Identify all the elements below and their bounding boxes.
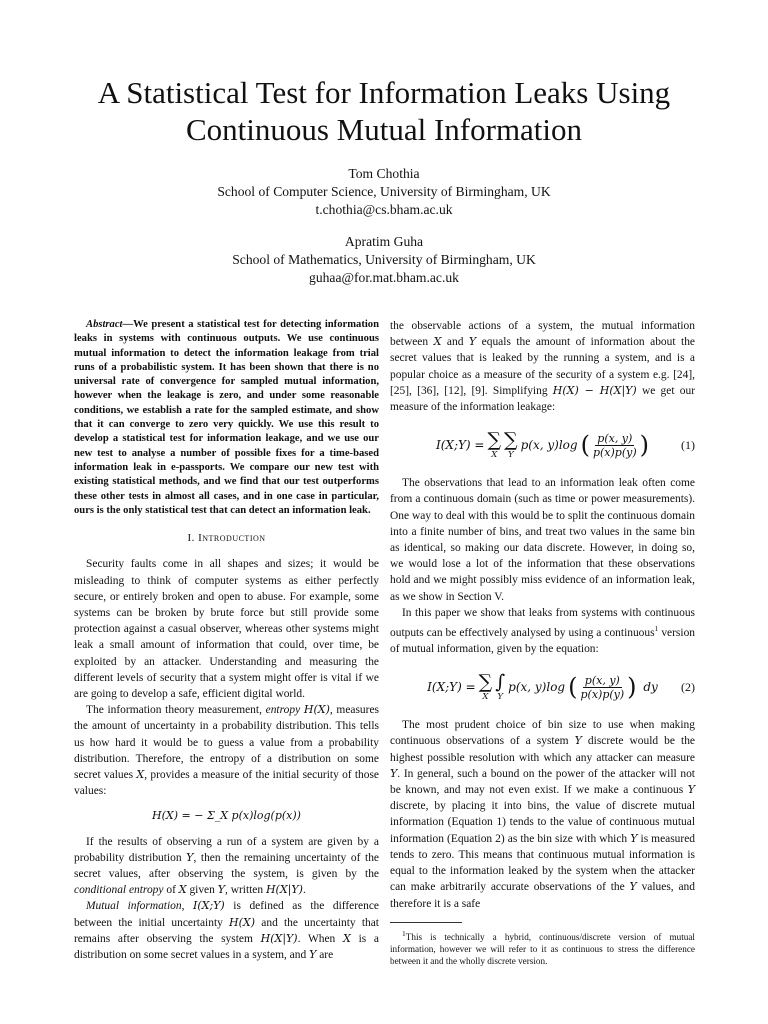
author-affiliation: School of Computer Science, University of Birmingham, UK: [217, 184, 551, 199]
author-email: guhaa@for.mat.bham.ac.uk: [309, 270, 459, 285]
author-name: Tom Chothia: [348, 166, 420, 181]
paper-title: [60, 74, 708, 148]
left-column: [74, 318, 379, 963]
intro-paragraph-1: Security faults come in all shapes and sizes; it would be misleading to think of computer systems as either perfectly secure, or entirely broken and open to abuse. For example, some systems can be broken by brute force but still provide some protection against a casual observer, whereas other systems might leak a small amount of information that could, over time, be exploited by an attacker. Understanding and measuring the different levels of security that a system might offer is vital if we are going to develop a safe, efficient digital world.: [74, 558, 379, 700]
right-paragraph-2: The observations that lead to an information leak often come from a continuous domain (such as time or power measurements). One way to deal with this would be to split the continuous domain into a finite number of bins, and treat two values in the same bin as identical, so making our data discrete. However, in doing so, we would lose a lot of the information that these observations hold and we might possibly miss evidence of an information leak, as we show in Section V.: [390, 477, 695, 603]
footnote-ref[interactable]: 1: [654, 624, 659, 634]
abstract-text: —We present a statistical test for detecting information leaks in systems with continuous outputs. We use continuous mutual information to detect the information leakage from trial runs of a probabilistic system. It has been shown that there is no universal rate of convergence for sampled mutual information, however when the leakage is zero, and under some reasonable conditions, we establish a rate for the sampled estimate, and show that it can converge to zero very quickly. We use this result to develop a statistical test for information leakage, and we use our new test to analyse a number of possible fixes for a time-based information leak in e-passports. We compare our new test with existing statistical methods, and we find that our test outperforms these other tests in almost all cases, and in one case in particular, ours is the only statistical test that can detect an information leak.: [74, 319, 379, 516]
right-paragraph-4: The most prudent choice of bin size to use when making continuous observations of a system Y discrete would be the highest possible resolution with which any attacker can measure Y. In general, such a bound on the power of the attacker will not be known, and may not even exist. If we make a continuous Y discrete, by placing it into bins, the value of discrete mutual information (Equation 1) tends to the value of continuous mutual information (Equation 2) as the bin size with which Y is measured tends to zero. This means that continuous mutual information is equal to the information leaked by the system when the attacker can make arbitrarily accurate observations of the Y values, and therefore it is a safe: [390, 719, 696, 910]
right-paragraph-3: In this paper we show that leaks from systems with continuous outputs can be effectively analysed by using a continuous$^1$ version of mutual information, given by the equation:: [390, 606, 696, 656]
equation-number: (1): [681, 438, 695, 453]
title-line-1: A Statistical Test for Information Leaks Using: [97, 75, 671, 110]
author-affiliation: School of Mathematics, University of Birmingham, UK: [232, 252, 536, 267]
entropy-equation: H(X) = − Σ_X p(x)log(p(x)): [152, 809, 301, 823]
intro-paragraph-3: If the results of observing a run of a system are given by a probability distribution Y, then the remaining uncertainty of the secret values, after observing the system, is given by the conditional entropy of X given Y, written H(X|Y).: [74, 835, 379, 897]
footnote-rule: [390, 922, 462, 923]
right-column: [390, 318, 695, 967]
author-block-2: [60, 233, 708, 287]
intro-paragraph-2: The information theory measurement, entropy H(X), measures the amount of uncertainty in a probability distribution. This tells us how hard it would be to guess a value from a probability distribution. Therefore, the entropy of a distribution on some secret values X, provides a measure of the initial security of those values:: [74, 703, 379, 798]
right-paragraph-1: the observable actions of a system, the mutual information between X and Y equals the amount of information about the secret values that is leaked by the running a system, and is a popular choice as a measure of the security of a system e.g. [24], [25], [36], [12], [9]. Simplifying H(X) − H(X|Y) we get our measure of the information leakage:: [390, 320, 695, 414]
author-name: Apratim Guha: [344, 234, 424, 249]
author-block-1: [60, 165, 708, 219]
title-line-2: Continuous Mutual Information: [185, 112, 583, 147]
equation-1: I(X;Y) = ∑ X ∑ Y p(x, y)log ( $\frac{p(x, y)}{p(x)p(y)}$ ) (1): [435, 428, 695, 460]
equation-number: (2): [681, 680, 695, 695]
footnote: $^1$This is technically a hybrid, continuous/discrete version of mutual information, however we will refer to it as continuous to stress the difference between it and the wholly discrete version.: [390, 928, 695, 966]
author-email: t.chothia@cs.bham.ac.uk: [315, 202, 453, 217]
equation-2: I(X;Y) = ∑ X ∫ Y p(x, y)log ( $\frac{p(x, y)}{p(x)p(y)}$ ) dy (2): [427, 671, 695, 703]
intro-paragraph-4: Mutual information, I(X;Y) is defined as the difference between the initial uncertainty H(X) and the uncertainty that remains after observing the system H(X|Y). When X is a distribution on some secret values in a system, and Y are: [74, 899, 379, 962]
abstract: [74, 318, 379, 518]
section-heading-introduction: I. Introduction: [187, 532, 266, 545]
abstract-label: Abstract: [86, 319, 123, 330]
